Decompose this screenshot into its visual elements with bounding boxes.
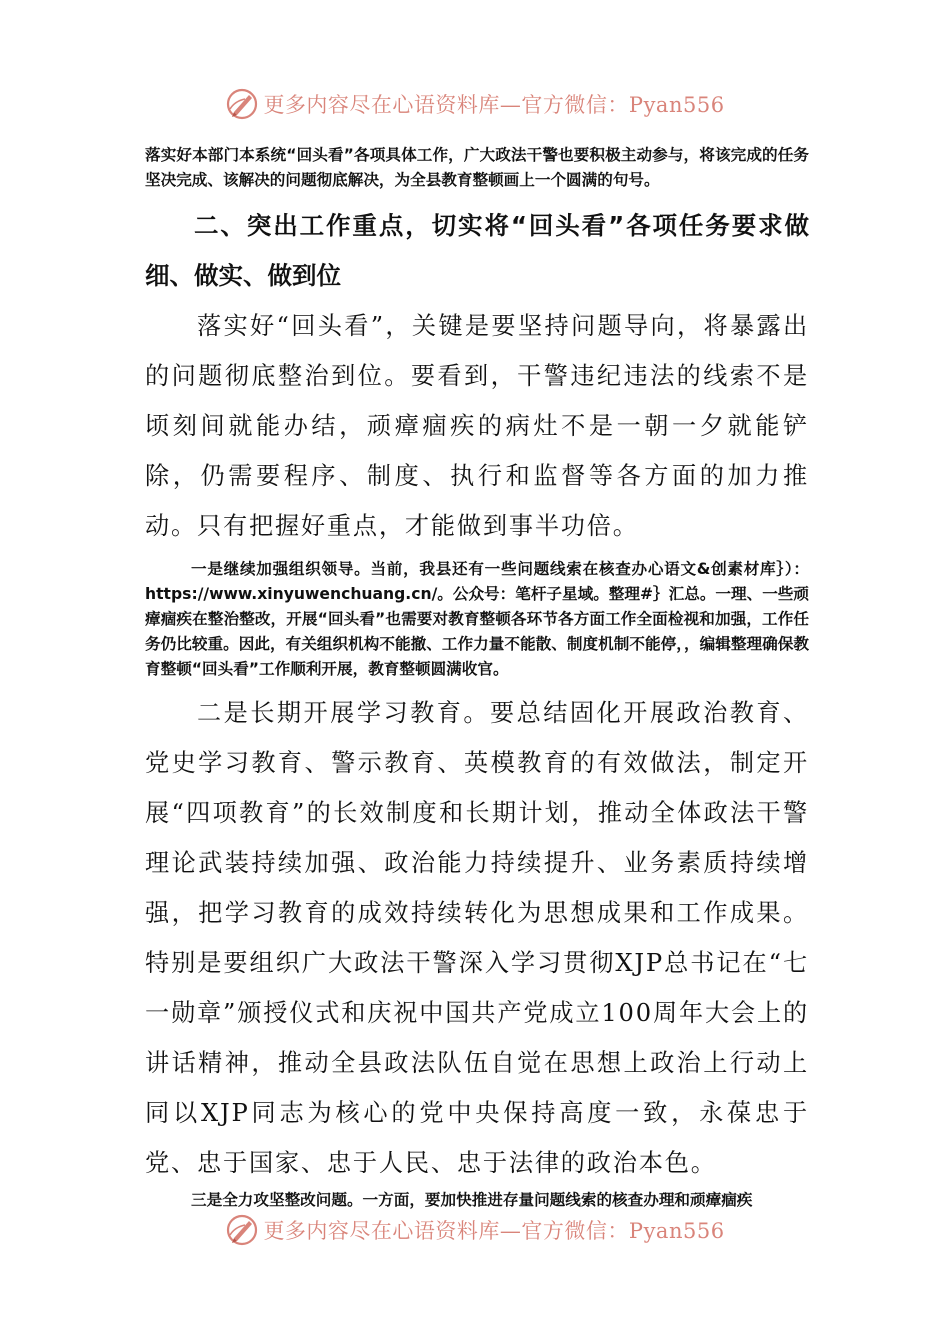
watermark-banner-bottom bbox=[0, 1210, 950, 1250]
paragraph-item-three: 三是全力攻坚整改问题。一方面，要加快推进存量问题线索的核查办理和顽瘴痼疾 bbox=[191, 1191, 753, 1209]
paragraph-item-one: 一是继续加强组织领导。当前，我县还有一些问题线索在核查办心语文&创素材库｝）：https://www.xinyuwenchuang.cn/。公众号：笔杆子星域。整理#｝汇总。一理、一些顽瘴痼疾在整治整改，开展“回头看”也需要对教育整顿各环节各方面工作全面检视和加强，工作任务仍比较重。因此，有关组织机构不能撤、工作力量不能散、制度机制不能停，，编辑整理确保教育整顿“回头看”工作顺利开展，教育整顿圆满收官。 bbox=[145, 560, 809, 678]
pen-logo-icon bbox=[225, 1213, 259, 1247]
watermark-text: 更多内容尽在心语资料库—官方微信：Pyan556 bbox=[263, 93, 725, 117]
section-heading: 二、突出工作重点，切实将“回头看”各项任务要求做细、做实、做到位 bbox=[145, 211, 809, 290]
watermark-text: 更多内容尽在心语资料库—官方微信：Pyan556 bbox=[263, 1219, 725, 1243]
pen-logo-icon bbox=[225, 87, 259, 121]
paragraph-continuation: 落实好本部门本系统“回头看”各项具体工作，广大政法干警也要积极主动参与，将该完成的任务坚决完成、该解决的问题彻底解决，为全县教育整顿画上一个圆满的句号。 bbox=[145, 146, 809, 189]
paragraph-item-two: 二是长期开展学习教育。要总结固化开展政治教育、党史学习教育、警示教育、英模教育的有效做法，制定开展“四项教育”的长效制度和长期计划，推动全体政法干警理论武装持续加强、政治能力持续提升、业务素质持续增强，把学习教育的成效持续转化为思想成果和工作成果。特别是要组织广大政法干警深入学习贯彻XJP总书记在“七一勋章”颁授仪式和庆祝中国共产党成立100周年大会上的讲话精神，推动全县政法队伍自觉在思想上政治上行动上同以XJP同志为核心的党中央保持高度一致，永葆忠于党、忠于国家、忠于人民、忠于法律的政治本色。 bbox=[145, 699, 809, 1177]
paragraph-intro: 落实好“回头看”，关键是要坚持问题导向，将暴露出的问题彻底整治到位。要看到，干警违纪违法的线索不是顷刻间就能办结，顽瘴痼疾的病灶不是一朝一夕就能铲除，仍需要程序、制度、执行和监督等各方面的加力推动。只有把握好重点，才能做到事半功倍。 bbox=[145, 312, 809, 540]
document-body bbox=[145, 143, 809, 1213]
watermark-banner-top bbox=[0, 84, 950, 124]
